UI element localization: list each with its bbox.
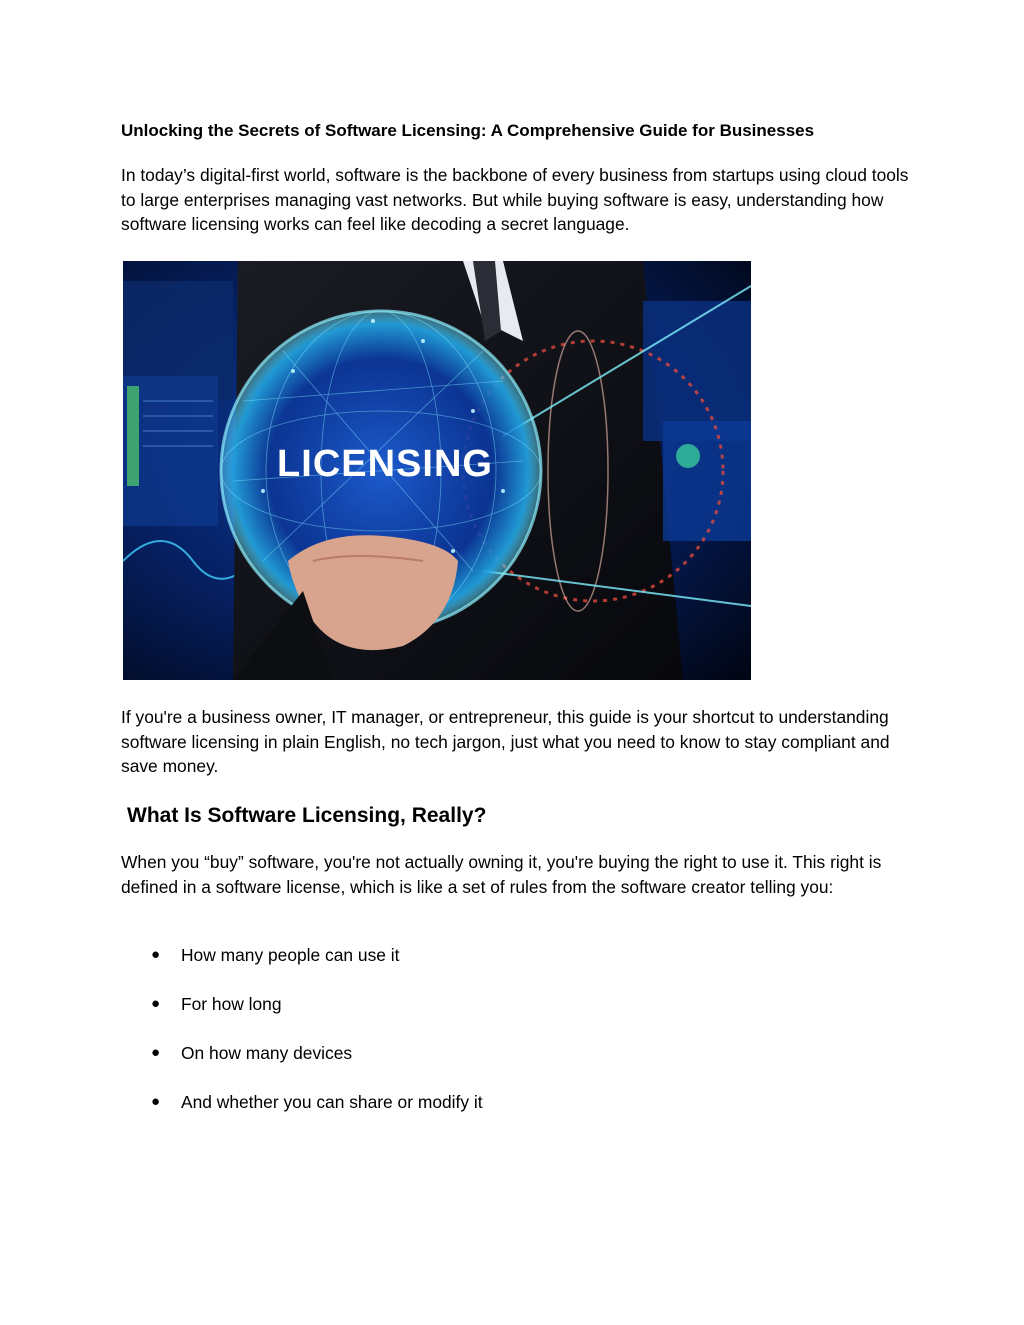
page-title: Unlocking the Secrets of Software Licensing: A Comprehensive Guide for Businesses	[121, 121, 815, 140]
list-item	[121, 942, 821, 991]
list-item	[121, 1089, 821, 1138]
list-item	[121, 1040, 821, 1089]
bullet-icon: ●	[151, 1044, 161, 1061]
list-item-text: And whether you can share or modify it	[181, 1092, 483, 1112]
list-item	[121, 991, 821, 1040]
list-item-text: For how long	[181, 994, 282, 1014]
list-item-text: On how many devices	[181, 1043, 353, 1063]
hero-image-caption: LICENSING	[277, 443, 493, 485]
section-paragraph: When you “buy” software, you're not actually owning it, you're buying the right to use it. This right is defined in a software license, which is like a set of rules from the software creator telling you:	[121, 852, 882, 897]
bullet-icon: ●	[151, 995, 161, 1012]
audience-paragraph: If you're a business owner, IT manager, or entrepreneur, this guide is your shortcut to understanding software licensing in plain English, no tech jargon, just what you need to know to stay compliant and save money.	[121, 707, 890, 776]
license-rules-list	[121, 942, 821, 1138]
bullet-icon: ●	[151, 1093, 161, 1110]
hero-image	[123, 261, 751, 680]
section-heading: What Is Software Licensing, Really?	[127, 804, 487, 827]
list-item-text: How many people can use it	[181, 945, 400, 965]
bullet-icon: ●	[151, 946, 161, 963]
intro-paragraph: In today’s digital-first world, software is the backbone of every business from startups using cloud tools to large enterprises managing vast networks. But while buying software is easy, understanding how software licensing works can feel like decoding a secret language.	[121, 165, 909, 234]
